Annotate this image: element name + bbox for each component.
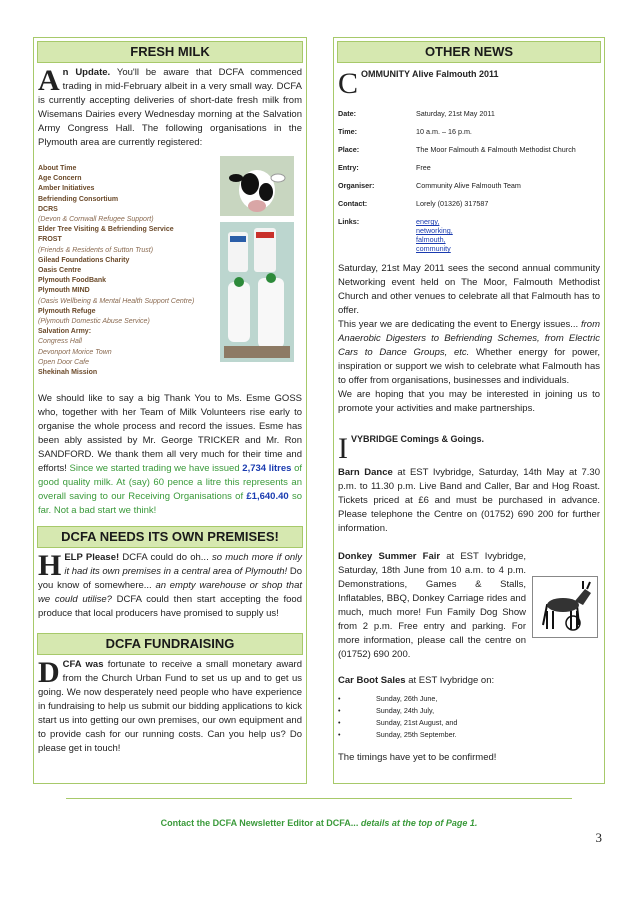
org-name: About Time xyxy=(38,165,77,172)
detail-value: Saturday, 21st May 2011 xyxy=(416,109,495,118)
right-column xyxy=(333,37,605,784)
org-name: Shekinah Mission xyxy=(38,369,98,377)
saving-value: £1,640.40 xyxy=(246,491,289,503)
drop-cap-h: H xyxy=(38,549,62,583)
detail-key: Date: xyxy=(338,109,356,118)
bullet-text: Sunday, 25th September. xyxy=(376,730,457,739)
event-detail-row xyxy=(338,109,600,118)
event-detail-row xyxy=(338,199,600,208)
bullet-item xyxy=(338,730,600,739)
detail-value: 10 a.m. – 16 p.m. xyxy=(416,127,472,136)
ivybridge-title-text: VYBRIDGE Comings & Goings. xyxy=(351,434,485,444)
premises-text2: Do you know of somewhere... xyxy=(38,566,303,592)
donkey-illustration xyxy=(532,576,598,638)
org-subtitle: (Plymouth Domestic Abuse Service) xyxy=(38,318,150,326)
organisation-list xyxy=(38,164,210,378)
ivybridge-title xyxy=(338,432,600,465)
footer-text-b: details at the top of Page 1. xyxy=(360,818,478,828)
bullet-icon: • xyxy=(338,694,341,703)
detail-key: Contact: xyxy=(338,199,368,208)
donkey-text: at EST Ivybridge, Saturday, 18th June from 10 a.m. to 4 p.m. Demonstrations, Games & Stalls, Inflatables, BBQ, Donkey Carriage rides and much, much more! Fun Family Dog Show from 2 p.m. Free entry and parking. For more information, please call the centre on (01752) 690 200. xyxy=(338,551,526,660)
premises-heading: DCFA NEEDS ITS OWN PREMISES! xyxy=(37,526,303,548)
detail-value: The Moor Falmouth & Falmouth Methodist Church xyxy=(416,145,576,154)
org-name: DCRS xyxy=(38,205,58,213)
barn-dance-paragraph xyxy=(338,466,600,536)
org-subtitle: (Friends & Residents of Sutton Trust) xyxy=(38,246,154,254)
bullet-item xyxy=(338,718,600,727)
premises-italic1: so much more if only it had its own premises in a central area of Plymouth! xyxy=(64,552,303,578)
fresh-milk-heading: FRESH MILK xyxy=(37,41,303,63)
org-subtitle: (Oasis Wellbeing & Mental Health Support Centre) xyxy=(38,297,195,305)
donkey-bold: Donkey Summer Fair xyxy=(338,551,441,562)
drop-cap-a: A xyxy=(38,64,60,97)
footer-note xyxy=(0,818,638,828)
intro-bold: n Update. xyxy=(62,67,111,78)
event-detail-row xyxy=(338,181,600,190)
link-item[interactable]: falmouth, xyxy=(416,235,446,244)
fresh-milk-intro xyxy=(38,66,302,150)
falmouth-para1: Saturday, 21st May 2011 sees the second annual community Networking event held on The Moor, Falmouth Methodist Church and other venues to celebrate all that Falmouth has to offer. xyxy=(338,263,600,316)
org-name: Elder Tree Visiting & Befriending Service xyxy=(38,226,174,234)
car-boot-paragraph xyxy=(338,674,600,688)
cow-photo xyxy=(220,156,294,216)
bullet-text: Sunday, 21st August, and xyxy=(376,718,458,727)
car-boot-bold: Car Boot Sales xyxy=(338,675,406,686)
org-subtitle: Open Door Cafe xyxy=(38,358,89,366)
para2-b: Whether energy for power, inspiration or support we wish to celebrate what Falmouth has to offer from organisations, businesses and individuals. xyxy=(338,347,601,386)
detail-value: Free xyxy=(416,163,431,172)
green-text-2: of good quality milk. At (say) 60 pence a litre this represents an overall saving to our Receiving Organisations of xyxy=(38,463,303,503)
event-detail-row xyxy=(338,145,600,154)
detail-key: Place: xyxy=(338,145,360,154)
footer-text-a: Contact the DCFA Newsletter Editor at DCFA... xyxy=(160,818,359,828)
org-subtitle: Devonport Morice Town xyxy=(38,348,112,356)
community-title xyxy=(338,67,600,100)
para2-a: This year we are dedicating the event to Energy issues... xyxy=(338,319,579,330)
drop-cap-c: C xyxy=(338,67,359,100)
car-boot-text: at EST Ivybridge on: xyxy=(408,675,495,686)
link-item[interactable]: energy, xyxy=(416,217,440,226)
org-subtitle: Congress Hall xyxy=(38,338,82,346)
event-details-table xyxy=(338,109,600,208)
org-name: FROST xyxy=(38,236,62,244)
left-column xyxy=(33,37,307,784)
bullet-icon: • xyxy=(338,706,341,715)
org-name: Gilead Foundations Charity xyxy=(38,256,130,264)
premises-text3: DCFA could then start accepting the food produce that local producers have promised to supply us! xyxy=(38,594,302,620)
intro-text: You'll be aware that DCFA commenced trading in mid-February albeit in a very small way. DCFA is currently accepting deliveries of short-date fresh milk from Wisemans Dairies every Wednesday morning at the Salvation Army Congress Hall. The following organisations in the Plymouth area are currently registered: xyxy=(38,67,303,148)
falmouth-para2 xyxy=(338,318,600,388)
car-boot-dates xyxy=(338,694,600,739)
org-name: Salvation Army: xyxy=(38,328,92,336)
links-row xyxy=(338,217,600,253)
litres-value: 2,734 litres xyxy=(242,463,292,475)
falmouth-para3: We are hoping that you may be interested in joining us to promote your activities and make partnerships. xyxy=(338,389,600,414)
org-name: Plymouth FoodBank xyxy=(38,277,107,285)
green-text-1: Since we started trading we have issued xyxy=(69,463,240,475)
link-item[interactable]: networking, xyxy=(416,226,453,235)
detail-key: Organiser: xyxy=(338,181,375,190)
para2-italic: from Anaerobic Digesters to Befriending Schemes, from Electric Cars to Dance Groups, etc. xyxy=(338,319,600,358)
other-news-heading: OTHER NEWS xyxy=(337,41,601,63)
fundraising-bold: CFA was xyxy=(62,659,104,671)
org-name: Amber Initiatives xyxy=(38,185,95,193)
event-detail-row xyxy=(338,163,600,172)
org-name: Age Concern xyxy=(38,175,82,183)
org-name: Plymouth Refuge xyxy=(38,307,96,315)
barn-dance-text: at EST Ivybridge, Saturday, 14th May at 7.30 p.m. to 11.30 p.m. Live Band and Caller, Bar and Hog Roast. Tickets priced at £6 and must be purchased in advance. Please telephone the Centre on (01752) 690 200 for further information. xyxy=(338,467,600,534)
detail-value: Lorely (01326) 317587 xyxy=(416,199,489,208)
fundraising-text: fortunate to receive a small monetary award from the Church Urban Fund to set us up and to get us going. We now desperately need people who have experience in fundraising to help us submit our bidding applications to kick start us into getting our own premises, our own equipment and to provide cash for our running costs. Can you help us? Do please get in touch! xyxy=(38,659,302,755)
links-list xyxy=(416,217,600,253)
drop-cap-i: I xyxy=(338,432,348,465)
page-number: 3 xyxy=(595,830,602,845)
bullet-item xyxy=(338,706,600,715)
milk-bottles-photo xyxy=(220,222,294,362)
org-name: Befriending Consortium xyxy=(38,195,119,203)
green-text-3: so far. Not a bad start we think! xyxy=(38,491,302,517)
premises-bold: ELP Please! xyxy=(64,552,120,564)
fundraising-heading: DCFA FUNDRAISING xyxy=(37,633,303,655)
links-label: Links: xyxy=(338,217,360,226)
detail-value: Community Alive Falmouth Team xyxy=(416,181,521,190)
premises-text1: DCFA could do oh... xyxy=(122,552,209,564)
bullet-text: Sunday, 24th July, xyxy=(376,706,435,715)
bullet-item xyxy=(338,694,600,703)
org-name: Oasis Centre xyxy=(38,267,82,275)
org-subtitle: (Devon & Cornwall Refugee Support) xyxy=(38,216,154,224)
thanks-paragraph xyxy=(38,392,302,518)
drop-cap-d: D xyxy=(38,656,60,690)
barn-dance-bold: Barn Dance xyxy=(338,467,393,478)
bullet-icon: • xyxy=(338,730,341,739)
detail-key: Time: xyxy=(338,127,358,136)
thanks-text: We should like to say a big Thank You to Ms. Esme GOSS who, together with her Team of Milk Volunteers rise early to organise the whole process and record the issues. Esme has been ably assisted by Mr. George TRICKER and Mr. Ron SANDFORD. We thank them all very much for their time and efforts! xyxy=(38,393,302,475)
bullet-icon: • xyxy=(338,718,341,727)
link-item[interactable]: community xyxy=(416,244,451,253)
fundraising-paragraph xyxy=(38,658,302,756)
premises-italic2: an empty warehouse or shop that we could utilise? xyxy=(38,580,302,606)
community-title-text: OMMUNITY Alive Falmouth 2011 xyxy=(361,69,499,79)
premises-paragraph xyxy=(38,551,302,621)
org-name: Plymouth MIND xyxy=(38,287,90,295)
timings-note: The timings have yet to be confirmed! xyxy=(338,752,497,763)
bullet-text: Sunday, 26th June, xyxy=(376,694,438,703)
detail-key: Entry: xyxy=(338,163,359,172)
footer-divider xyxy=(66,798,572,799)
event-detail-row xyxy=(338,127,600,136)
